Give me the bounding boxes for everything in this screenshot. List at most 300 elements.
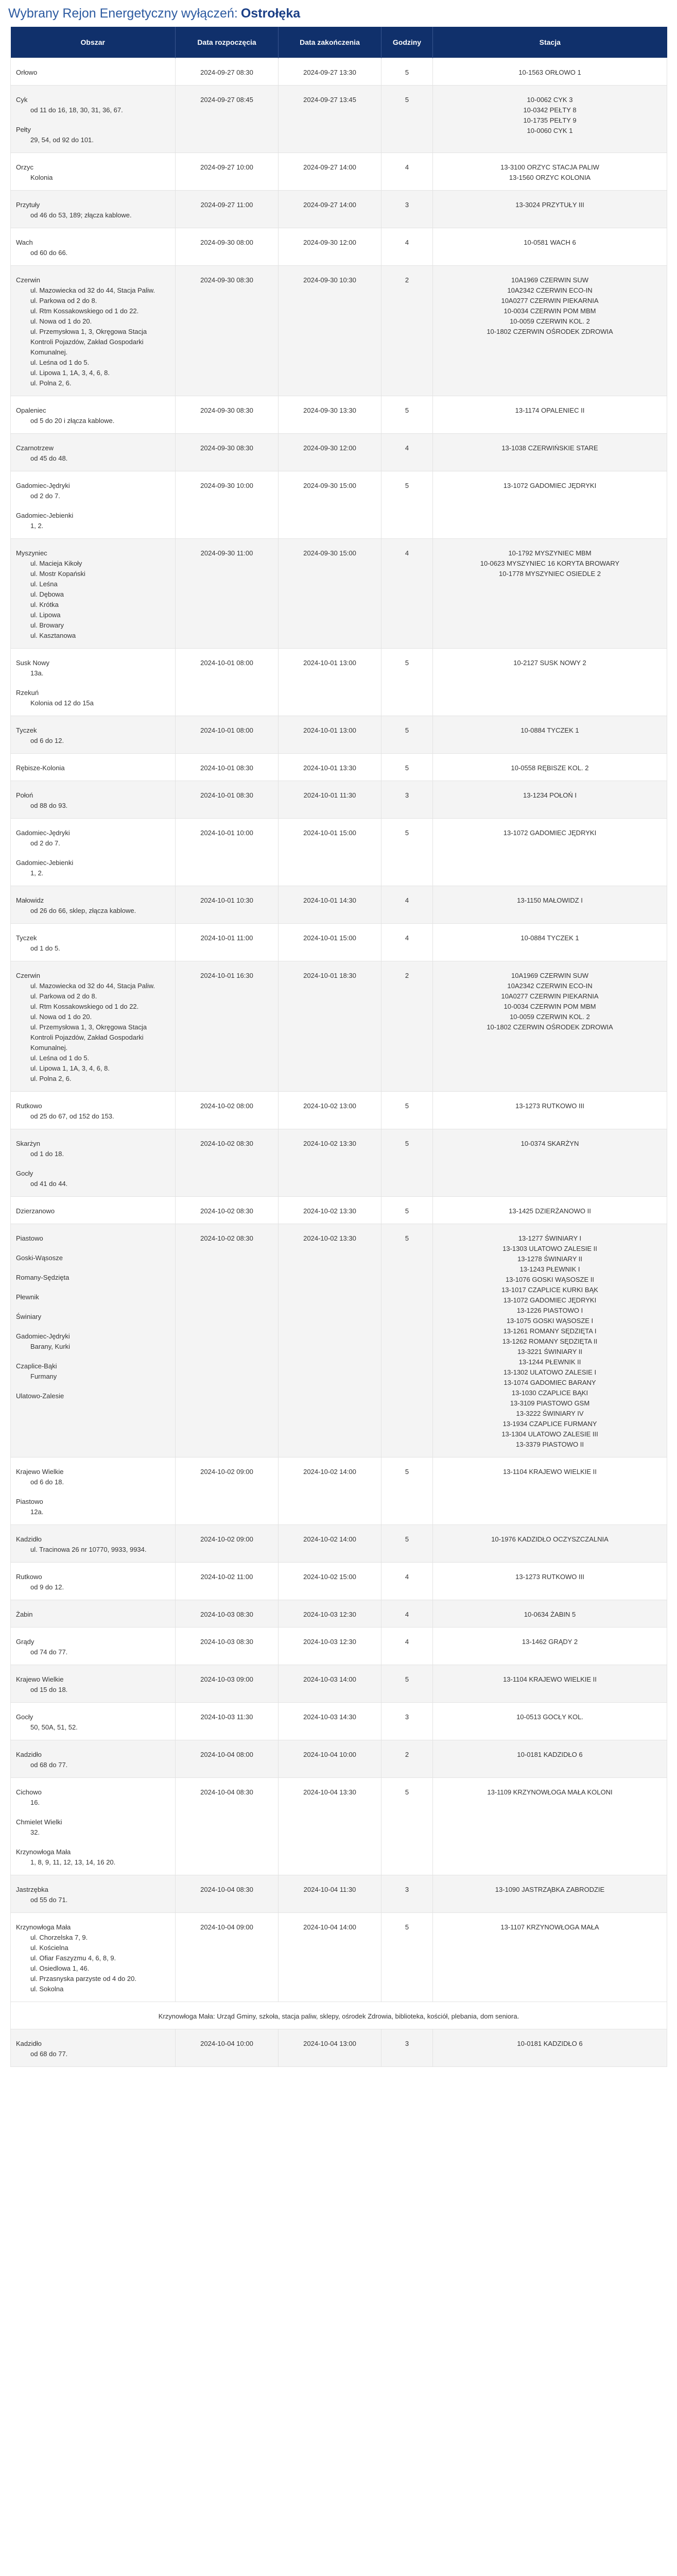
cell-hours: 3 xyxy=(381,2029,433,2067)
table-row xyxy=(11,1703,667,1740)
cell-station xyxy=(433,1129,667,1197)
cell-start-date: 2024-10-01 10:00 xyxy=(176,819,279,886)
location-detail: 12a. xyxy=(30,1508,44,1516)
location-group xyxy=(16,548,170,641)
cell-start-date: 2024-10-02 08:30 xyxy=(176,1224,279,1458)
cell-hours: 3 xyxy=(381,191,433,228)
location-name: Krzynowłoga Mała xyxy=(16,1848,71,1856)
station-name: 10-0062 CYK 3 xyxy=(527,96,573,104)
cell-start-date: 2024-09-27 10:00 xyxy=(176,153,279,191)
location-name: Czaplice-Bąki xyxy=(16,1362,57,1370)
cell-end-date: 2024-10-01 18:30 xyxy=(279,961,381,1092)
station-name: 13-1304 ULATOWO ZALESIE III xyxy=(501,1430,598,1438)
station-name: 13-1107 KRZYNOWŁOGA MAŁA xyxy=(500,1923,599,1931)
table-row xyxy=(11,1600,667,1628)
cell-hours: 5 xyxy=(381,1224,433,1458)
location-name: Cichowo xyxy=(16,1788,42,1796)
cell-end-date: 2024-09-30 10:30 xyxy=(279,266,381,396)
location-detail: ul. Ofiar Faszyzmu 4, 6, 8, 9. xyxy=(30,1954,116,1962)
table-row xyxy=(11,266,667,396)
table-row xyxy=(11,153,667,191)
cell-hours: 5 xyxy=(381,716,433,754)
cell-area xyxy=(11,2029,176,2067)
location-detail: ul. Parkowa od 2 do 8. xyxy=(30,297,97,304)
cell-area xyxy=(11,649,176,716)
location-detail: ul. Osiedlowa 1, 46. xyxy=(30,1964,90,1972)
station-name: 10-0181 KADZIDŁO 6 xyxy=(517,2040,583,2047)
cell-hours: 5 xyxy=(381,471,433,539)
location-name: Rzekuń xyxy=(16,689,39,697)
cell-area xyxy=(11,1875,176,1913)
cell-start-date: 2024-09-30 08:30 xyxy=(176,434,279,471)
location-detail: ul. Leśna od 1 do 5. xyxy=(30,359,90,366)
cell-area xyxy=(11,191,176,228)
location-group xyxy=(16,200,170,221)
location-name: Gadomiec-Jędryki xyxy=(16,1332,70,1340)
station-name: 13-1226 PIASTOWO I xyxy=(516,1307,583,1314)
cell-area xyxy=(11,754,176,781)
location-name: Grądy xyxy=(16,1638,34,1646)
station-name: 13-1560 ORZYC KOLONIA xyxy=(509,174,591,181)
cell-end-date: 2024-09-27 14:00 xyxy=(279,153,381,191)
station-name: 10A1969 CZERWIN SUW xyxy=(511,276,589,284)
location-name: Gadomiec-Jędryki xyxy=(16,482,70,489)
location-detail: ul. Przasnyska parzyste od 4 do 20. xyxy=(30,1975,136,1982)
cell-area xyxy=(11,1778,176,1875)
station-name: 13-1462 GRĄDY 2 xyxy=(522,1638,578,1646)
cell-end-date: 2024-10-04 13:30 xyxy=(279,1778,381,1875)
station-name: 13-1278 ŚWINIARY II xyxy=(517,1255,582,1263)
table-row xyxy=(11,191,667,228)
location-group xyxy=(16,405,170,426)
cell-start-date: 2024-10-01 16:30 xyxy=(176,961,279,1092)
cell-station xyxy=(433,434,667,471)
location-group xyxy=(16,1168,170,1189)
station-name: 10A2342 CZERWIN ECO-IN xyxy=(507,286,593,294)
table-row xyxy=(11,1740,667,1778)
location-detail: ul. Kościelna xyxy=(30,1944,68,1952)
station-name: 10-0034 CZERWIN POM MBM xyxy=(504,1003,596,1010)
cell-hours: 3 xyxy=(381,1703,433,1740)
cell-end-date: 2024-09-27 13:45 xyxy=(279,86,381,153)
cell-station xyxy=(433,1600,667,1628)
location-detail: od 1 do 5. xyxy=(30,944,60,952)
station-name: 10A2342 CZERWIN ECO-IN xyxy=(507,982,593,990)
cell-station xyxy=(433,924,667,961)
cell-area xyxy=(11,961,176,1092)
location-name: Rutkowo xyxy=(16,1102,42,1110)
cell-station xyxy=(433,961,667,1092)
cell-start-date: 2024-10-02 09:00 xyxy=(176,1525,279,1563)
cell-end-date: 2024-10-03 14:30 xyxy=(279,1703,381,1740)
location-detail: 1, 8, 9, 11, 12, 13, 14, 16 20. xyxy=(30,1858,116,1866)
station-name: 13-1244 PŁEWNIK II xyxy=(518,1358,581,1366)
location-detail: ul. Macieja Kikoły xyxy=(30,560,82,567)
location-name: Czarnotrzew xyxy=(16,444,54,452)
location-detail: od 6 do 18. xyxy=(30,1478,64,1486)
table-row xyxy=(11,1525,667,1563)
cell-end-date: 2024-10-04 10:00 xyxy=(279,1740,381,1778)
station-name: 10-1792 MYSZYNIEC MBM xyxy=(508,549,592,557)
station-name: 10-0513 GOCŁY KOL. xyxy=(516,1713,583,1721)
location-name: Świniary xyxy=(16,1313,42,1320)
cell-hours: 4 xyxy=(381,1628,433,1665)
location-name: Orłowo xyxy=(16,69,38,76)
cell-area xyxy=(11,1740,176,1778)
cell-hours: 5 xyxy=(381,86,433,153)
table-row xyxy=(11,961,667,1092)
cell-end-date: 2024-10-02 14:00 xyxy=(279,1458,381,1525)
cell-area xyxy=(11,781,176,819)
cell-start-date: 2024-10-01 08:30 xyxy=(176,754,279,781)
location-detail: ul. Polna 2, 6. xyxy=(30,1075,72,1082)
location-name: Kadzidło xyxy=(16,1535,42,1543)
location-group xyxy=(16,162,170,183)
table-row xyxy=(11,1778,667,1875)
cell-station xyxy=(433,1740,667,1778)
cell-hours: 4 xyxy=(381,153,433,191)
station-name: 10-1735 PEŁTY 9 xyxy=(523,116,577,124)
location-group xyxy=(16,275,170,388)
cell-start-date: 2024-10-04 08:30 xyxy=(176,1778,279,1875)
cell-start-date: 2024-10-01 10:30 xyxy=(176,886,279,924)
location-detail: od 11 do 16, 18, 30, 31, 36, 67. xyxy=(30,106,123,114)
heading-prefix: Wybrany Rejon Energetyczny wyłączeń: xyxy=(8,6,238,21)
cell-station xyxy=(433,886,667,924)
table-row xyxy=(11,1458,667,1525)
cell-start-date: 2024-10-01 08:00 xyxy=(176,649,279,716)
table-header-row xyxy=(11,27,667,58)
location-detail: ul. Browary xyxy=(30,621,64,629)
cell-end-date: 2024-10-01 14:30 xyxy=(279,886,381,924)
location-detail: Kolonia od 12 do 15a xyxy=(30,699,94,707)
location-detail: Furmany xyxy=(30,1372,57,1380)
location-detail: ul. Nowa od 1 do 20. xyxy=(30,1013,92,1021)
location-detail: od 45 do 48. xyxy=(30,454,68,462)
location-name: Czerwin xyxy=(16,276,40,284)
table-row xyxy=(11,471,667,539)
station-name: 13-1072 GADOMIEC JĘDRYKI xyxy=(503,829,597,837)
column-header-station: Stacja xyxy=(433,27,667,58)
station-name: 13-3221 ŚWINIARY II xyxy=(517,1348,582,1355)
cell-hours: 2 xyxy=(381,1740,433,1778)
cell-start-date: 2024-09-30 10:00 xyxy=(176,471,279,539)
station-name: 10-0884 TYCZEK 1 xyxy=(520,934,579,942)
cell-start-date: 2024-09-30 11:00 xyxy=(176,539,279,649)
location-detail: ul. Lipowa 1, 1A, 3, 4, 6, 8. xyxy=(30,1064,110,1072)
location-detail: ul. Kasztanowa xyxy=(30,632,76,639)
cell-start-date: 2024-09-27 08:30 xyxy=(176,58,279,86)
cell-end-date: 2024-10-04 13:00 xyxy=(279,2029,381,2067)
cell-end-date: 2024-10-04 14:00 xyxy=(279,1913,381,2002)
location-group xyxy=(16,1787,170,1808)
cell-area xyxy=(11,396,176,434)
cell-hours: 5 xyxy=(381,1197,433,1224)
cell-station xyxy=(433,191,667,228)
cell-start-date: 2024-10-04 10:00 xyxy=(176,2029,279,2067)
station-name: 10-1976 KADZIDŁO OCZYSZCZALNIA xyxy=(491,1535,609,1543)
table-row xyxy=(11,434,667,471)
station-name: 10-0060 CYK 1 xyxy=(527,127,573,134)
station-name: 13-1273 RUTKOWO III xyxy=(515,1573,584,1581)
cell-end-date: 2024-09-30 15:00 xyxy=(279,539,381,649)
location-detail: ul. Przemysłowa 1, 3, Okręgowa Stacja Kontroli Pojazdów, Zakład Gospodarki Komunalnej. xyxy=(30,328,147,356)
cell-area xyxy=(11,266,176,396)
cell-hours: 3 xyxy=(381,781,433,819)
location-detail: od 9 do 12. xyxy=(30,1583,64,1591)
location-group xyxy=(16,763,170,773)
location-group xyxy=(16,1497,170,1517)
location-detail: od 74 do 77. xyxy=(30,1648,68,1656)
table-row xyxy=(11,649,667,716)
location-name: Cyk xyxy=(16,96,28,104)
cell-station xyxy=(433,58,667,86)
note-text: Krzynowłoga Mała: Urząd Gminy, szkoła, stacja paliw, sklepy, ośrodek Zdrowia, biblioteka, kościół, plebania, dom seniora. xyxy=(11,2002,667,2029)
cell-end-date: 2024-10-01 15:00 xyxy=(279,819,381,886)
cell-area xyxy=(11,471,176,539)
table-row xyxy=(11,716,667,754)
location-group xyxy=(16,933,170,954)
column-header-area: Obszar xyxy=(11,27,176,58)
station-name: 13-1075 GOSKI WĄSOSZE I xyxy=(506,1317,594,1325)
station-name: 10A0277 CZERWIN PIEKARNIA xyxy=(501,992,599,1000)
location-group xyxy=(16,1139,170,1159)
cell-area xyxy=(11,1092,176,1129)
table-row xyxy=(11,1092,667,1129)
cell-station xyxy=(433,1458,667,1525)
location-name: Rębisze-Kolonia xyxy=(16,764,65,772)
cell-hours: 5 xyxy=(381,1665,433,1703)
location-name: Tyczek xyxy=(16,726,37,734)
station-name: 13-3222 ŚWINIARY IV xyxy=(516,1410,584,1417)
cell-hours: 4 xyxy=(381,539,433,649)
station-name: 13-1017 CZAPLICE KURKI BĄK xyxy=(501,1286,598,1294)
cell-area xyxy=(11,1703,176,1740)
station-name: 13-1074 GADOMIEC BARANY xyxy=(504,1379,596,1386)
location-detail: od 60 do 66. xyxy=(30,249,68,257)
cell-start-date: 2024-10-03 08:30 xyxy=(176,1600,279,1628)
station-name: 13-1934 CZAPLICE FURMANY xyxy=(502,1420,597,1428)
cell-area xyxy=(11,924,176,961)
station-name: 13-3109 PIASTOWO GSM xyxy=(510,1399,590,1407)
table-row xyxy=(11,396,667,434)
station-name: 13-3379 PIASTOWO II xyxy=(516,1440,584,1448)
cell-start-date: 2024-10-02 08:30 xyxy=(176,1129,279,1197)
location-detail: ul. Leśna od 1 do 5. xyxy=(30,1054,90,1062)
station-name: 13-1425 DZIERŻANOWO II xyxy=(509,1207,591,1215)
cell-area xyxy=(11,86,176,153)
column-header-end: Data zakończenia xyxy=(279,27,381,58)
cell-end-date: 2024-10-01 13:30 xyxy=(279,754,381,781)
station-name: 13-1104 KRAJEWO WIELKIE II xyxy=(503,1675,597,1683)
location-detail: ul. Rtm Kossakowskiego od 1 do 22. xyxy=(30,1003,139,1010)
location-detail: od 26 do 66, sklep, złącza kablowe. xyxy=(30,907,136,914)
location-detail: od 5 do 20 i złącza kablowe. xyxy=(30,417,115,425)
heading-region: Ostrołęka xyxy=(240,6,301,21)
cell-hours: 4 xyxy=(381,434,433,471)
location-name: Pełty xyxy=(16,126,31,133)
location-group xyxy=(16,125,170,145)
cell-end-date: 2024-10-02 13:30 xyxy=(279,1129,381,1197)
location-detail: ul. Rtm Kossakowskiego od 1 do 22. xyxy=(30,307,139,315)
station-name: 10-0884 TYCZEK 1 xyxy=(520,726,579,734)
location-group xyxy=(16,725,170,746)
cell-area xyxy=(11,1665,176,1703)
location-detail: 32. xyxy=(30,1828,40,1836)
cell-station xyxy=(433,228,667,266)
location-detail: od 68 do 77. xyxy=(30,2050,68,2058)
table-row xyxy=(11,781,667,819)
table-row xyxy=(11,754,667,781)
cell-start-date: 2024-09-27 08:45 xyxy=(176,86,279,153)
location-detail: ul. Leśna xyxy=(30,580,58,588)
location-name: Ulatowo-Zalesie xyxy=(16,1392,64,1400)
column-header-hours: Godziny xyxy=(381,27,433,58)
location-name: Kadzidło xyxy=(16,1751,42,1758)
location-group xyxy=(16,1467,170,1487)
cell-end-date: 2024-10-01 13:00 xyxy=(279,716,381,754)
station-name: 13-1303 ULATOWO ZALESIE II xyxy=(502,1245,597,1252)
location-name: Żabin xyxy=(16,1611,33,1618)
location-detail: ul. Mazowiecka od 32 do 44, Stacja Paliw. xyxy=(30,286,155,294)
station-name: 13-1072 GADOMIEC JĘDRYKI xyxy=(503,482,597,489)
cell-area xyxy=(11,1563,176,1600)
station-name: 13-1302 ULATOWO ZALESIE I xyxy=(503,1368,597,1376)
cell-start-date: 2024-10-01 08:00 xyxy=(176,716,279,754)
cell-start-date: 2024-10-02 09:00 xyxy=(176,1458,279,1525)
station-name: 13-1174 OPALENIEC II xyxy=(515,406,585,414)
location-detail: ul. Lipowa 1, 1A, 3, 4, 6, 8. xyxy=(30,369,110,377)
cell-station xyxy=(433,1913,667,2002)
cell-end-date: 2024-09-27 14:00 xyxy=(279,191,381,228)
cell-hours: 5 xyxy=(381,819,433,886)
cell-station xyxy=(433,1525,667,1563)
location-name: Wach xyxy=(16,239,33,246)
table-row xyxy=(11,886,667,924)
cell-start-date: 2024-10-04 08:00 xyxy=(176,1740,279,1778)
station-name: 10-0059 CZERWIN KOL. 2 xyxy=(510,317,590,325)
cell-hours: 4 xyxy=(381,228,433,266)
location-group xyxy=(16,1101,170,1122)
location-detail: od 25 do 67, od 152 do 153. xyxy=(30,1112,114,1120)
station-name: 13-1261 ROMANY SĘDZIĘTA I xyxy=(503,1327,597,1335)
station-name: 13-1030 CZAPLICE BĄKI xyxy=(511,1389,588,1397)
location-detail: Kolonia xyxy=(30,174,53,181)
station-name: 10-0181 KADZIDŁO 6 xyxy=(517,1751,583,1758)
location-name: Gocły xyxy=(16,1713,33,1721)
location-group xyxy=(16,1637,170,1657)
location-group xyxy=(16,1750,170,1770)
cell-hours: 4 xyxy=(381,1563,433,1600)
cell-area xyxy=(11,1458,176,1525)
cell-end-date: 2024-09-30 15:00 xyxy=(279,471,381,539)
station-name: 10-0558 RĘBISZE KOL. 2 xyxy=(511,764,589,772)
table-row xyxy=(11,1563,667,1600)
cell-area xyxy=(11,434,176,471)
cell-start-date: 2024-09-30 08:30 xyxy=(176,266,279,396)
location-detail: 29, 54, od 92 do 101. xyxy=(30,136,94,144)
cell-hours: 4 xyxy=(381,886,433,924)
location-group xyxy=(16,1847,170,1868)
cell-station xyxy=(433,153,667,191)
cell-station xyxy=(433,649,667,716)
location-detail: od 46 do 53, 189; złącza kablowe. xyxy=(30,211,132,219)
station-name: 10-1778 MYSZYNIEC OSIEDLE 2 xyxy=(499,570,601,578)
outage-table xyxy=(10,27,667,2067)
cell-start-date: 2024-09-27 11:00 xyxy=(176,191,279,228)
station-name: 13-1277 ŚWINIARY I xyxy=(518,1234,582,1242)
cell-station xyxy=(433,1628,667,1665)
location-name: Kadzidło xyxy=(16,2040,42,2047)
location-detail: ul. Chorzelska 7, 9. xyxy=(30,1934,88,1941)
location-group xyxy=(16,1817,170,1838)
location-detail: od 68 do 77. xyxy=(30,1761,68,1769)
cell-end-date: 2024-10-03 14:00 xyxy=(279,1665,381,1703)
location-name: Dzierzanowo xyxy=(16,1207,55,1215)
location-name: Gadomiec-Jebienki xyxy=(16,512,74,519)
cell-end-date: 2024-09-30 12:00 xyxy=(279,228,381,266)
cell-end-date: 2024-10-02 13:30 xyxy=(279,1224,381,1458)
station-name: 10-0059 CZERWIN KOL. 2 xyxy=(510,1013,590,1021)
location-name: Jastrzębka xyxy=(16,1886,48,1893)
station-name: 10-1802 CZERWIN OŚRODEK ZDROWIA xyxy=(487,328,613,335)
location-name: Opaleniec xyxy=(16,406,46,414)
location-group xyxy=(16,238,170,258)
station-name: 13-1109 KRZYNOWŁOGA MAŁA KOLONI xyxy=(487,1788,613,1796)
station-name: 13-1262 ROMANY SĘDZIĘTA II xyxy=(502,1337,598,1345)
cell-hours: 5 xyxy=(381,1458,433,1525)
table-body xyxy=(11,58,667,2067)
station-name: 10-0374 SKARŻYN xyxy=(520,1140,579,1147)
cell-start-date: 2024-10-04 08:30 xyxy=(176,1875,279,1913)
cell-start-date: 2024-10-02 11:00 xyxy=(176,1563,279,1600)
location-detail: od 88 do 93. xyxy=(30,802,68,809)
cell-end-date: 2024-10-03 12:30 xyxy=(279,1600,381,1628)
cell-end-date: 2024-10-01 11:30 xyxy=(279,781,381,819)
cell-end-date: 2024-10-02 13:30 xyxy=(279,1197,381,1224)
station-name: 10-2127 SUSK NOWY 2 xyxy=(513,659,586,667)
station-name: 10-0623 MYSZYNIEC 16 KORYTA BROWARY xyxy=(480,560,620,567)
location-detail: 50, 50A, 51, 52. xyxy=(30,1723,78,1731)
location-name: Gadomiec-Jebienki xyxy=(16,859,74,867)
cell-station xyxy=(433,1197,667,1224)
cell-start-date: 2024-10-04 09:00 xyxy=(176,1913,279,2002)
location-detail: ul. Przemysłowa 1, 3, Okręgowa Stacja Kontroli Pojazdów, Zakład Gospodarki Komunalnej. xyxy=(30,1023,147,1052)
location-group xyxy=(16,1273,170,1283)
cell-area xyxy=(11,1129,176,1197)
cell-area xyxy=(11,1600,176,1628)
cell-station xyxy=(433,1563,667,1600)
location-group xyxy=(16,443,170,464)
location-detail: od 2 do 7. xyxy=(30,492,60,500)
cell-station xyxy=(433,754,667,781)
cell-hours: 5 xyxy=(381,396,433,434)
page-heading xyxy=(0,0,677,27)
table-row xyxy=(11,1197,667,1224)
cell-hours: 2 xyxy=(381,961,433,1092)
cell-end-date: 2024-09-30 12:00 xyxy=(279,434,381,471)
location-group xyxy=(16,1253,170,1263)
location-group xyxy=(16,481,170,501)
station-name: 13-1234 POŁOŃ I xyxy=(523,791,577,799)
cell-start-date: 2024-10-03 09:00 xyxy=(176,1665,279,1703)
location-detail: ul. Dębowa xyxy=(30,590,64,598)
cell-end-date: 2024-10-02 15:00 xyxy=(279,1563,381,1600)
location-group xyxy=(16,1361,170,1382)
cell-hours: 4 xyxy=(381,924,433,961)
table-row xyxy=(11,1875,667,1913)
cell-start-date: 2024-10-03 11:30 xyxy=(176,1703,279,1740)
